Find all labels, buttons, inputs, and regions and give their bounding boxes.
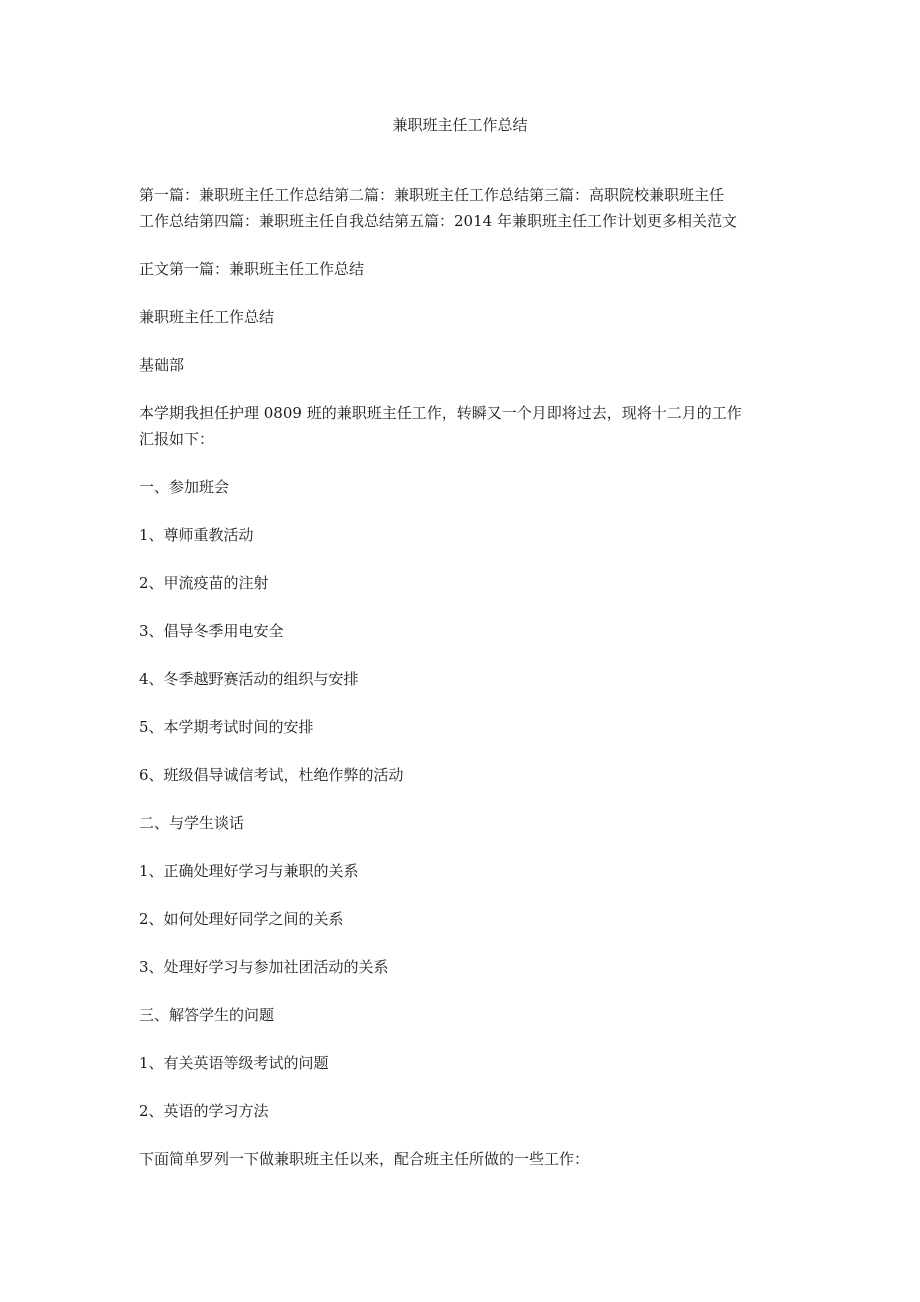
section-1-item: 1、尊师重教活动: [139, 526, 254, 544]
section-3-item: 2、英语的学习方法: [139, 1102, 269, 1120]
intro-line-2: 汇报如下：: [139, 430, 215, 448]
section-2-item: 2、如何处理好同学之间的关系: [139, 910, 344, 928]
section-2-heading: 二、与学生谈话: [139, 814, 245, 832]
intro-line-1: 本学期我担任护理 0809 班的兼职班主任工作，转瞬又一个月即将过去，现将十二月的工作: [139, 404, 742, 422]
document-title: 兼职班主任工作总结: [392, 116, 528, 134]
body-heading: 正文第一篇：兼职班主任工作总结: [139, 260, 365, 278]
closing-paragraph: 下面简单罗列一下做兼职班主任以来，配合班主任所做的一些工作：: [139, 1150, 590, 1168]
section-3-item: 1、有关英语等级考试的问题: [139, 1054, 329, 1072]
toc-line-2: 工作总结第四篇：兼职班主任自我总结第五篇：2014 年兼职班主任工作计划更多相关范文: [139, 212, 737, 230]
section-1-item: 5、本学期考试时间的安排: [139, 718, 314, 736]
section-1-item: 4、冬季越野赛活动的组织与安排: [139, 670, 359, 688]
section-1-item: 6、班级倡导诚信考试，杜绝作弊的活动: [139, 766, 404, 784]
section-2-item: 1、正确处理好学习与兼职的关系: [139, 862, 359, 880]
subtitle: 兼职班主任工作总结: [139, 308, 275, 326]
department: 基础部: [139, 356, 185, 374]
section-1-item: 3、倡导冬季用电安全: [139, 622, 284, 640]
section-3-heading: 三、解答学生的问题: [139, 1006, 275, 1024]
section-1-heading: 一、参加班会: [139, 478, 230, 496]
section-2-item: 3、处理好学习与参加社团活动的关系: [139, 958, 389, 976]
section-1-item: 2、甲流疫苗的注射: [139, 574, 269, 592]
toc-line-1: 第一篇：兼职班主任工作总结第二篇：兼职班主任工作总结第三篇：高职院校兼职班主任: [139, 186, 725, 204]
